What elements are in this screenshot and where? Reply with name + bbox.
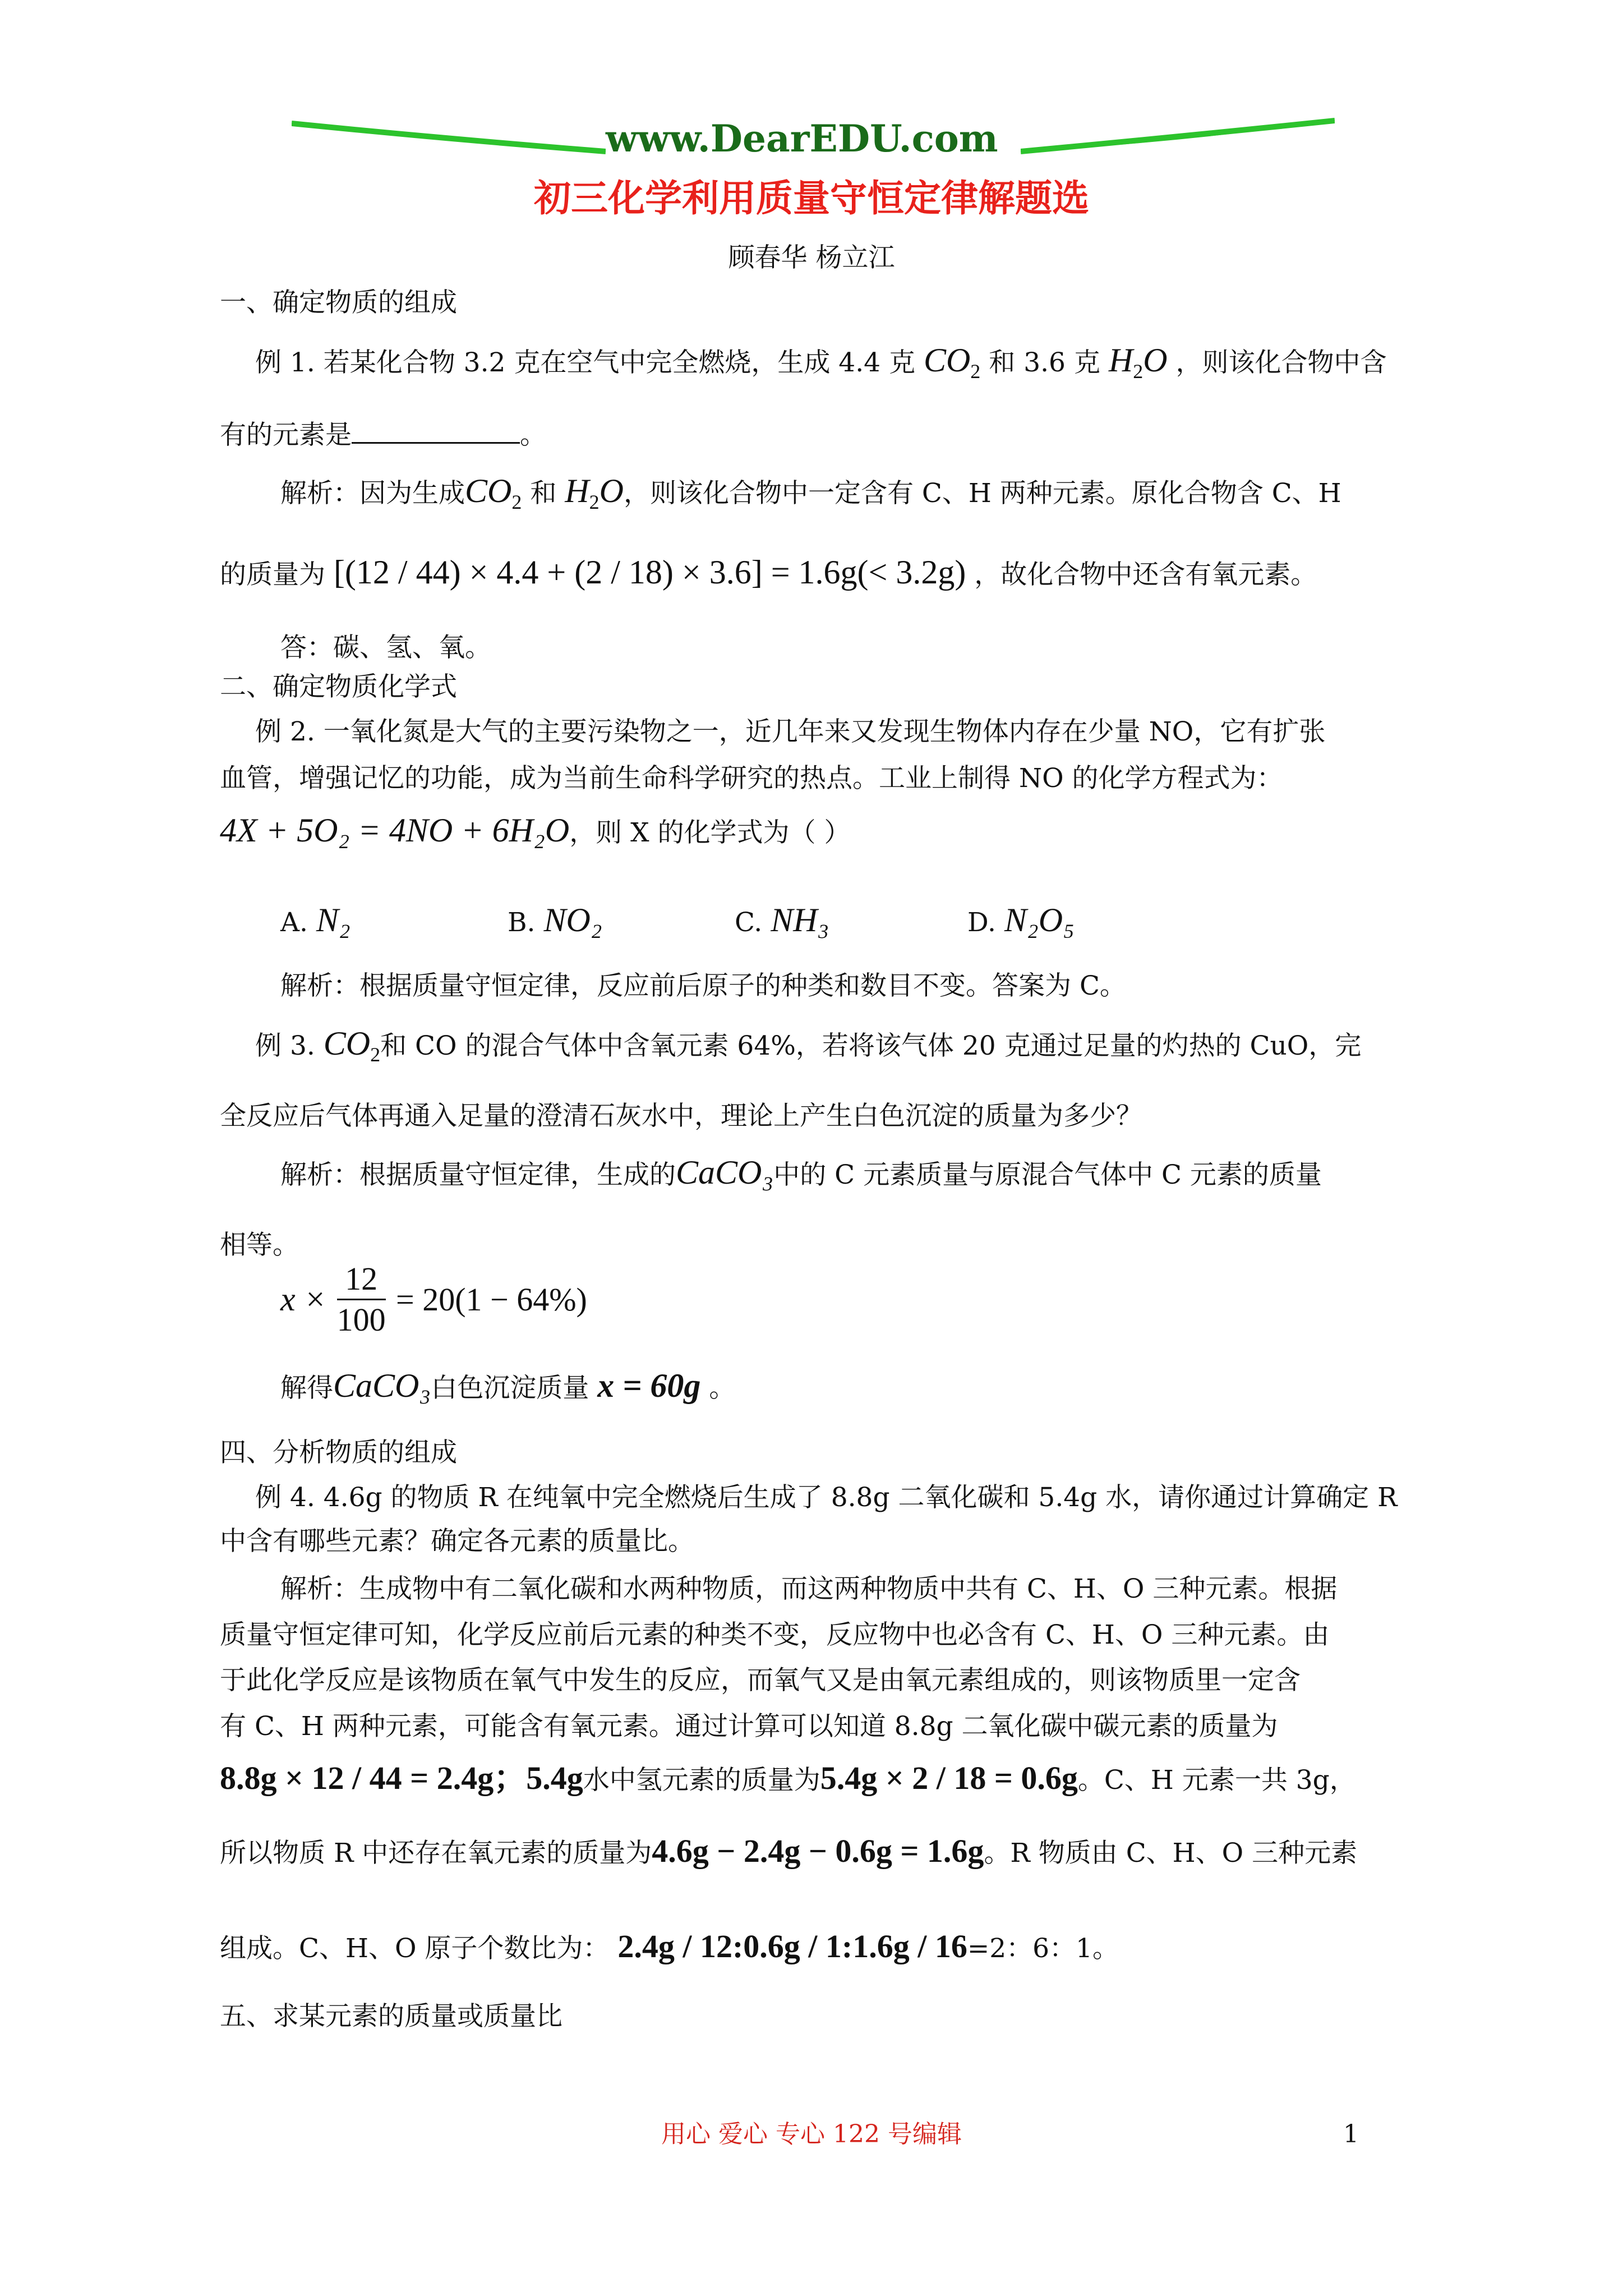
calc-ratio: 2.4g / 12:0.6g / 1:1.6g / 16 xyxy=(617,1928,967,1964)
fraction xyxy=(337,1259,386,1340)
footer-credit: 用心 爱心 专心 122 号编辑 xyxy=(661,2120,962,2148)
analysis-4-t3: 所以物质 R 中还存在氧元素的质量为 xyxy=(220,1838,652,1869)
answer-1: 答：碳、氢、氧。 xyxy=(280,632,491,663)
analysis-3-line-1 xyxy=(280,1156,1322,1192)
example-4-line-1: 例 4. 4.6g 的物质 R 在纯氧中完全燃烧后生成了 8.8g 二氧化碳和 5.4g 水，请你通过计算确定 R xyxy=(255,1482,1398,1513)
calc-hydrogen: 5.4g × 2 / 18 = 0.6g xyxy=(820,1760,1078,1796)
page-number: 1 xyxy=(1343,2120,1359,2148)
example-1-text-b: 和 3.6 克 xyxy=(989,347,1100,378)
fraction-numerator: 12 xyxy=(337,1259,386,1300)
option-d[interactable] xyxy=(967,903,1075,940)
option-b-formula: NO₂ xyxy=(543,901,602,938)
analysis-4-t4: 。R 物质由 C、H、O 三种元素 xyxy=(984,1838,1358,1869)
analysis-1-text-a: 解析：因为生成 xyxy=(280,478,465,509)
analysis-4-line-7 xyxy=(220,1930,1119,1966)
example-2-line-1: 例 2. 一氧化氮是大气的主要污染物之一，近几年来又发现生物体内存在少量 NO，它有扩张 xyxy=(255,716,1326,747)
analysis-4-t5: 组成。C、H、O 原子个数比为： xyxy=(220,1933,610,1964)
caco3-formula: CaCO₃ xyxy=(333,1367,431,1404)
option-d-label: D. xyxy=(967,907,996,938)
section-heading-5: 五、求某元素的质量或质量比 xyxy=(220,2001,562,2032)
option-b[interactable] xyxy=(508,903,602,940)
analysis-3-text-b: 中的 C 元素质量与原混合气体中 C 元素的质量 xyxy=(773,1159,1322,1190)
example-2-line-3 xyxy=(220,813,850,850)
h2o-formula: $H_2O$ xyxy=(1108,342,1168,383)
analysis-1-text-c: ，则该化合物中一定含有 C、H 两种元素。原化合物含 C、H xyxy=(623,478,1341,509)
fraction-denominator: 100 xyxy=(336,1301,386,1338)
equation-right: = 20(1 − 64%) xyxy=(396,1281,587,1318)
analysis-3-result xyxy=(280,1369,735,1405)
section-heading-4: 四、分析物质的组成 xyxy=(220,1437,457,1468)
analysis-1-text-b: 和 xyxy=(530,478,557,509)
option-d-formula: N₂O₅ xyxy=(1004,901,1075,938)
example-3-label: 例 3. xyxy=(255,1030,315,1061)
option-c[interactable] xyxy=(735,903,829,940)
example-3-line-1 xyxy=(255,1027,1361,1071)
analysis-4-line-6 xyxy=(220,1834,1357,1870)
analysis-4-line-4: 有 C、H 两种元素，可能含有氧元素。通过计算可以知道 8.8g 二氧化碳中碳元素的质量为 xyxy=(220,1711,1278,1742)
logo-swoosh-left xyxy=(292,112,606,163)
example-3-text: 和 CO 的混合气体中含氧元素 64%，若将该气体 20 克通过足量的灼热的 CuO，完 xyxy=(380,1030,1362,1061)
h2o-formula: $H_2O$ xyxy=(565,472,624,513)
analysis-3-line-2: 相等。 xyxy=(220,1230,299,1260)
mass-formula: [(12 / 44) × 4.4 + (2 / 18) × 3.6] = 1.6g(< 3.2g) xyxy=(333,554,966,591)
analysis-4-line-1: 解析：生成物中有二氧化碳和水两种物质，而这两种物质中共有 C、H、O 三种元素。根据 xyxy=(280,1573,1338,1604)
example-1-line-2-end: 。 xyxy=(520,420,546,450)
calc-oxygen: 4.6g − 2.4g − 0.6g = 1.6g xyxy=(652,1833,984,1869)
analysis-4-line-3: 于此化学反应是该物质在氧气中发生的反应，而氧气又是由氧元素组成的，则该物质里一定含 xyxy=(220,1665,1301,1696)
answer-blank[interactable] xyxy=(352,417,520,444)
analysis-1-line-1 xyxy=(280,474,1341,519)
example-1-text-a: 例 1. 若某化合物 3.2 克在空气中完全燃烧，生成 4.4 克 xyxy=(255,347,915,378)
co2-formula: $CO_2$ xyxy=(323,1025,381,1066)
analysis-1-line-2-b: ，故化合物中还含有氧元素。 xyxy=(974,559,1317,590)
option-a-label: A. xyxy=(280,907,308,938)
calc-carbon: 8.8g × 12 / 44 = 2.4g；5.4g xyxy=(220,1760,583,1796)
option-c-formula: NH₃ xyxy=(771,901,829,938)
result-text-a: 解得 xyxy=(280,1373,333,1404)
equation-left: x × xyxy=(280,1281,327,1318)
logo-text: www.DearEDU.com xyxy=(606,117,998,160)
logo-swoosh-right xyxy=(1021,112,1335,163)
example-1-text-c: ，则该化合物中含 xyxy=(1175,347,1387,378)
example-1-line-2-text: 有的元素是 xyxy=(220,420,352,450)
co2-formula: $CO_2$ xyxy=(465,472,522,513)
analysis-4-t1: 水中氢元素的质量为 xyxy=(583,1765,820,1796)
analysis-1-line-2 xyxy=(220,555,1317,592)
reaction-equation: 4X + 5O₂ = 4NO + 6H₂O xyxy=(220,812,570,849)
result-end: 。 xyxy=(709,1373,736,1404)
option-a-formula: N₂ xyxy=(316,901,351,938)
section-heading-1: 一、确定物质的组成 xyxy=(220,287,457,318)
result-equation: x = 60g xyxy=(597,1367,701,1404)
option-a[interactable] xyxy=(280,903,351,940)
co2-formula: $CO_2$ xyxy=(923,342,981,383)
analysis-3-text-a: 解析：根据质量守恒定律，生成的 xyxy=(280,1159,676,1190)
example-4-line-2: 中含有哪些元素？确定各元素的质量比。 xyxy=(220,1526,694,1557)
analysis-4-line-5 xyxy=(220,1761,1356,1797)
analysis-4-line-2: 质量守恒定律可知，化学反应前后元素的种类不变，反应物中也必含有 C、H、O 三种元素。由 xyxy=(220,1619,1330,1650)
analysis-4-t6: =2：6：1。 xyxy=(967,1933,1119,1964)
analysis-4-t2: 。C、H 元素一共 3g， xyxy=(1077,1765,1356,1796)
option-c-label: C. xyxy=(735,907,763,938)
equation-block xyxy=(280,1259,587,1340)
analysis-1-line-2-a: 的质量为 xyxy=(220,559,325,590)
option-b-label: B. xyxy=(508,907,536,938)
analysis-2: 解析：根据质量守恒定律，反应前后原子的种类和数目不变。答案为 C。 xyxy=(280,970,1126,1001)
document-title: 初三化学利用质量守恒定律解题选 xyxy=(534,176,1089,220)
section-heading-2: 二、确定物质化学式 xyxy=(220,671,457,702)
example-1-line-2 xyxy=(220,417,546,452)
example-2-question: ，则 X 的化学式为（ ） xyxy=(569,817,851,848)
caco3-formula: CaCO₃ xyxy=(676,1154,774,1191)
site-logo[interactable] xyxy=(292,112,1335,163)
example-1-line-1 xyxy=(255,343,1386,388)
result-text-b: 白色沉淀质量 xyxy=(431,1373,589,1404)
example-2-line-2: 血管，增强记忆的功能，成为当前生命科学研究的热点。工业上制得 NO 的化学方程式为： xyxy=(220,763,1283,794)
authors: 顾春华 杨立江 xyxy=(728,242,895,273)
example-3-line-2: 全反应后气体再通入足量的澄清石灰水中，理论上产生白色沉淀的质量为多少？ xyxy=(220,1101,1142,1131)
